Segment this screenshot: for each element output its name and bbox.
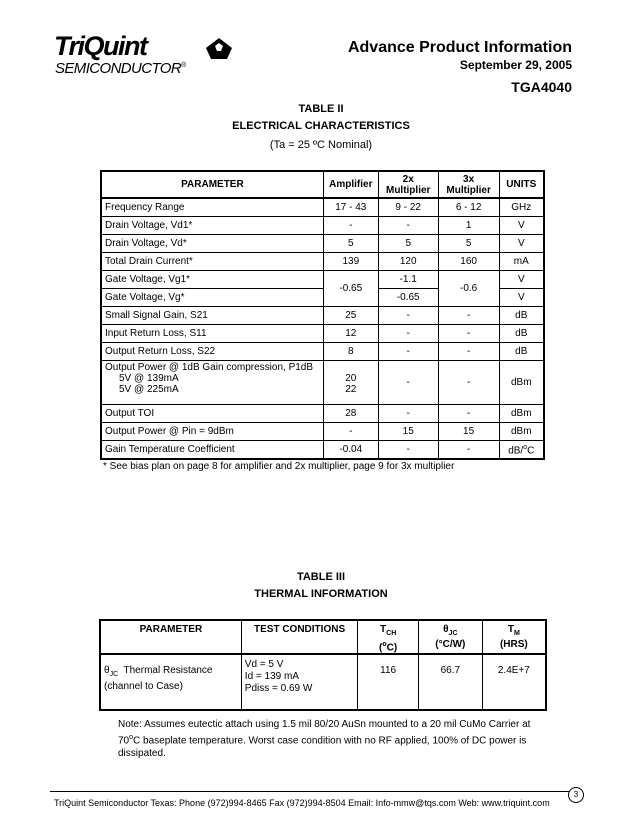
theta-unit: (°C/W) [435, 639, 466, 650]
param-cell: Total Drain Current* [101, 253, 323, 271]
param-line: (channel to Case) [104, 681, 183, 693]
table-row [101, 343, 544, 361]
logo-subtitle: SEMICONDUCTOR [55, 60, 182, 77]
col-3x-bottom: Multiplier [446, 184, 491, 196]
theta-symbol: θ [443, 624, 449, 635]
col-theta-jc [418, 620, 482, 654]
mult2-cell: - [378, 307, 438, 325]
mult3-cell: - [438, 307, 499, 325]
mult2-cell: 9 - 22 [378, 198, 438, 217]
table3-caption: TABLE III [296, 571, 346, 583]
note-text: C baseplate temperature. Worst case condition with no RF applied, 100% of DC power is [133, 735, 527, 747]
amp-cell-merged: -0.65 [323, 271, 378, 307]
table-row [101, 423, 544, 441]
param-subline: 5V @ 225mA [119, 384, 179, 395]
unit-cell: dBm [499, 405, 544, 423]
unit-cell: GHz [499, 198, 544, 217]
doc-date: September 29, 2005 [459, 58, 572, 72]
tch-symbol: T [380, 624, 387, 635]
mult3-cell: 6 - 12 [438, 198, 499, 217]
param-cell [100, 654, 241, 710]
mult3-cell-merged: -0.6 [438, 271, 499, 307]
theta-subscript: JC [448, 630, 458, 637]
tch-subscript: CH [386, 630, 397, 637]
unit-cell: dBm [499, 423, 544, 441]
amp-cell: 28 [323, 405, 378, 423]
table2-footnote: * See bias plan on page 8 for amplifier and 2x multiplier, page 9 for 3x multiplier [103, 461, 455, 472]
mult2-cell: - [378, 361, 438, 405]
param-cell: Output Return Loss, S22 [101, 343, 323, 361]
note-text: 70 [118, 735, 130, 747]
tch-cell: 116 [358, 654, 419, 710]
param-cell: Gate Voltage, Vg* [101, 289, 323, 307]
amp-cell: 17 - 43 [323, 198, 378, 217]
col-test-conditions: TEST CONDITIONS [241, 620, 358, 654]
mult2-cell: - [378, 217, 438, 235]
unit-cell: dB [499, 343, 544, 361]
col-tm [482, 620, 546, 654]
tch-unit: C) [386, 642, 398, 654]
param-line: Thermal Resistance [123, 665, 213, 677]
param-cell [101, 361, 323, 405]
table-row [101, 235, 544, 253]
col-amplifier: Amplifier [323, 171, 378, 198]
mult2-cell: -1.1 [378, 271, 438, 289]
doc-title: Advance Product Information [347, 39, 572, 56]
amp-value: 20 [345, 373, 357, 384]
thermal-note [118, 718, 558, 760]
table3-heading [0, 569, 642, 603]
col-3x-multiplier [438, 171, 499, 198]
unit-cell: V [499, 217, 544, 235]
tm-cell: 2.4E+7 [482, 654, 546, 710]
amp-cell: 25 [323, 307, 378, 325]
table2-subtitle: (Ta = 25 ºC Nominal) [269, 139, 373, 151]
param-line: Output Power @ 1dB Gain compression, P1dB [105, 362, 314, 373]
col-parameter: PARAMETER [101, 171, 323, 198]
note-line: dissipated. [118, 748, 166, 760]
col-units: UNITS [499, 171, 544, 198]
mult2-cell: -0.65 [378, 289, 438, 307]
tch-unit: ( [379, 642, 383, 654]
col-2x-bottom: Multiplier [385, 184, 431, 196]
part-number: TGA4040 [511, 79, 572, 95]
condition-line: Pdiss = 0.69 W [244, 683, 313, 695]
condition-line: Vd = 5 V [244, 659, 284, 671]
tm-symbol: T [507, 624, 514, 635]
param-subline: 5V @ 139mA [119, 373, 179, 384]
col-parameter: PARAMETER [100, 620, 241, 654]
tm-subscript: M [513, 630, 520, 637]
theta-subscript: JC [109, 671, 119, 679]
degree-mark: o [523, 443, 528, 451]
conditions-cell [241, 654, 358, 710]
registered-mark: ® [181, 62, 186, 69]
param-cell: Output TOI [101, 405, 323, 423]
mult3-cell: - [438, 325, 499, 343]
mult2-cell: 15 [378, 423, 438, 441]
company-logo [54, 32, 234, 82]
degree-mark: o [129, 734, 134, 741]
mult3-cell: 15 [438, 423, 499, 441]
unit-text: dB/ [508, 445, 524, 457]
table-row [101, 217, 544, 235]
col-3x-top: 3x [463, 173, 475, 185]
param-cell: Drain Voltage, Vd1* [101, 217, 323, 235]
thermal-information-table [99, 619, 547, 711]
unit-cell: V [499, 271, 544, 289]
col-2x-top: 2x [402, 173, 414, 185]
table3-title: THERMAL INFORMATION [254, 588, 388, 600]
unit-cell: mA [499, 253, 544, 271]
param-cell: Output Power @ Pin = 9dBm [101, 423, 323, 441]
amp-cell: 12 [323, 325, 378, 343]
param-cell: Frequency Range [101, 198, 323, 217]
amp-value: 22 [345, 384, 357, 395]
table-row [101, 253, 544, 271]
footer-contact: TriQuint Semiconductor Texas: Phone (972)994-8465 Fax (972)994-8504 Email: Info-mmw@tqs.com Web: www.triquint.com [54, 798, 550, 808]
unit-cell: dB [499, 325, 544, 343]
mult3-cell: 5 [438, 235, 499, 253]
param-cell: Gain Temperature Coefficient [101, 441, 323, 460]
mult3-cell: - [438, 361, 499, 405]
amp-cell: -0.04 [323, 441, 378, 460]
mult3-cell: - [438, 405, 499, 423]
table-header-row [100, 620, 546, 654]
param-cell: Drain Voltage, Vd* [101, 235, 323, 253]
amp-cell [323, 361, 378, 405]
theta-symbol: θ [104, 665, 110, 677]
table2-heading [0, 101, 642, 154]
param-cell: Small Signal Gain, S21 [101, 307, 323, 325]
col-tch [358, 620, 419, 654]
col-2x-multiplier [378, 171, 438, 198]
unit-cell: dB [499, 307, 544, 325]
electrical-characteristics-table [100, 170, 545, 460]
amp-cell: 8 [323, 343, 378, 361]
page-number: 3 [568, 787, 584, 803]
amp-cell: 5 [323, 235, 378, 253]
mult3-cell: - [438, 441, 499, 460]
table-row [101, 361, 544, 405]
mult2-cell: 120 [378, 253, 438, 271]
table2-title: ELECTRICAL CHARACTERISTICS [232, 120, 410, 132]
table-row [101, 198, 544, 217]
param-cell: Input Return Loss, S11 [101, 325, 323, 343]
mult3-cell: 1 [438, 217, 499, 235]
unit-cell: V [499, 235, 544, 253]
logo-name: TriQuint [54, 31, 147, 61]
unit-text: C [527, 445, 535, 457]
param-cell: Gate Voltage, Vg1* [101, 271, 323, 289]
mult2-cell: - [378, 441, 438, 460]
tm-unit: (HRS) [499, 639, 528, 650]
mult2-cell: 5 [378, 235, 438, 253]
table-row [101, 307, 544, 325]
table2-caption: TABLE II [298, 103, 344, 115]
degree-mark: o [382, 641, 387, 648]
amp-cell: - [323, 423, 378, 441]
mult2-cell: - [378, 405, 438, 423]
unit-cell: dBm [499, 361, 544, 405]
logo-pentagon-icon [202, 36, 236, 60]
document-header [348, 38, 572, 97]
table-row [101, 325, 544, 343]
table-row [101, 441, 544, 460]
table-row [101, 271, 544, 289]
condition-line: Id = 139 mA [244, 671, 299, 683]
table-row [100, 654, 546, 710]
mult2-cell: - [378, 343, 438, 361]
unit-cell [499, 441, 544, 460]
amp-cell: - [323, 217, 378, 235]
theta-cell: 66.7 [418, 654, 482, 710]
unit-cell: V [499, 289, 544, 307]
table-header-row [101, 171, 544, 198]
amp-cell: 139 [323, 253, 378, 271]
mult2-cell: - [378, 325, 438, 343]
mult3-cell: - [438, 343, 499, 361]
note-line: Note: Assumes eutectic attach using 1.5 mil 80/20 AuSn mounted to a 20 mil CuMo Carrier at [118, 719, 531, 730]
mult3-cell: 160 [438, 253, 499, 271]
footer-divider [50, 791, 580, 792]
table-row [101, 405, 544, 423]
